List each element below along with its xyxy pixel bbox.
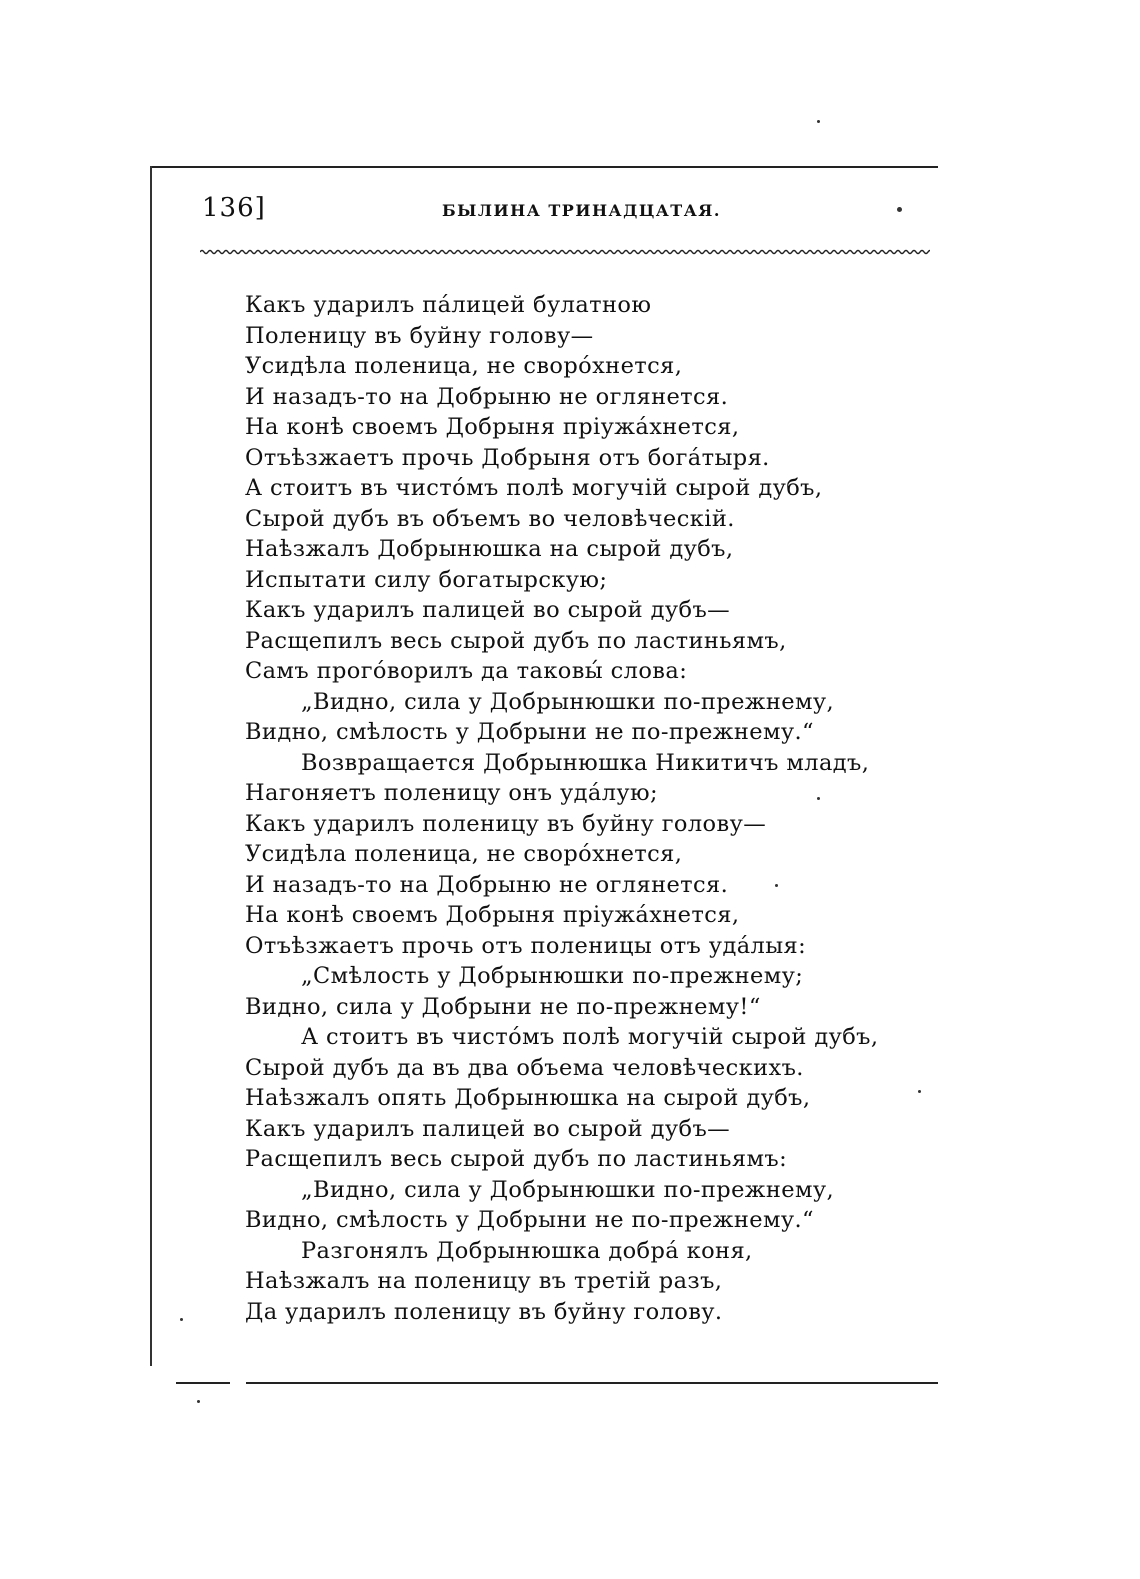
- verse-line: Сырой дубъ да въ два объема человѣческихъ.: [245, 1054, 804, 1081]
- verse-line: И назадъ-то на Добрыню не оглянется.: [245, 383, 729, 410]
- print-speck: [197, 1400, 200, 1403]
- verse-line: Отъѣзжаетъ прочь Добрыня отъ богáтыря.: [245, 444, 770, 471]
- verse-line: Усидѣла поленица, не сворóхнется,: [245, 353, 683, 379]
- left-frame-rule: [150, 166, 152, 1366]
- verse-line: Расщепилъ весь сырой дубъ по ластиньямъ,: [245, 627, 787, 654]
- print-speck: [775, 884, 778, 887]
- verse-line: Сырой дубъ въ объемъ во человѣческiй.: [245, 505, 735, 532]
- poem-text: [245, 290, 925, 1327]
- print-speck: [817, 120, 820, 123]
- verse-line: Видно, смѣлость у Добрыни не по-прежнему.“: [245, 719, 814, 745]
- verse-line: Возвращается Добрынюшка Никитичъ младъ,: [301, 749, 870, 776]
- print-speck: [180, 1318, 183, 1321]
- bottom-rule-short: [176, 1382, 230, 1384]
- verse-line: „Видно, сила у Добрынюшки по-прежнему,: [301, 1176, 835, 1203]
- print-speck: [817, 797, 820, 800]
- top-frame-rule: [150, 166, 938, 168]
- verse-line: Испытати силу богатырскую;: [245, 566, 608, 593]
- verse-line: Поленицу въ буйну голову—: [245, 322, 594, 349]
- verse-line: Видно, сила у Добрыни не по-прежнему!“: [245, 993, 761, 1020]
- verse-line: На конѣ своемъ Добрыня прiужáхнется,: [245, 414, 740, 440]
- print-speck: [918, 1090, 921, 1093]
- running-title: БЫЛИНА ТРИНАДЦАТАЯ.: [442, 201, 721, 220]
- verse-line: Наѣзжалъ Добрынюшка на сырой дубъ,: [245, 536, 734, 562]
- verse-line: Нагоняетъ поленицу онъ удáлую;: [245, 780, 659, 806]
- verse-line: Какъ ударилъ пáлицей булатною: [245, 292, 652, 318]
- verse-line: „Видно, сила у Добрынюшки по-прежнему,: [301, 688, 835, 715]
- verse-line: Какъ ударилъ палицей во сырой дубъ—: [245, 597, 731, 623]
- verse-line: Усидѣла поленица, не сворóхнется,: [245, 841, 683, 867]
- ornamental-wavy-rule: [200, 246, 930, 258]
- verse-line: И назадъ-то на Добрыню не оглянется.: [245, 871, 729, 898]
- verse-line: Расщепилъ весь сырой дубъ по ластиньямъ:: [245, 1146, 788, 1172]
- page-number: 136]: [202, 193, 266, 223]
- verse-line: Какъ ударилъ палицей во сырой дубъ—: [245, 1115, 731, 1142]
- verse-line: На конѣ своемъ Добрыня прiужáхнется,: [245, 902, 740, 928]
- bottom-rule-long: [246, 1382, 938, 1384]
- verse-line: Наѣзжалъ опять Добрынюшка на сырой дубъ,: [245, 1085, 811, 1111]
- verse-line: Наѣзжалъ на поленицу въ третiй разъ,: [245, 1268, 723, 1294]
- verse-line: Разгонялъ Добрынюшка добрá коня,: [301, 1237, 753, 1264]
- verse-line: Какъ ударилъ поленицу въ буйну голову—: [245, 810, 767, 837]
- verse-line: А стоитъ въ чистóмъ полѣ могучiй сырой дубъ,: [301, 1024, 879, 1050]
- verse-line: А стоитъ въ чистóмъ полѣ могучiй сырой дубъ,: [245, 475, 823, 501]
- verse-line: Видно, смѣлость у Добрыни не по-прежнему.“: [245, 1207, 814, 1233]
- verse-line: Да ударилъ поленицу въ буйну голову.: [245, 1298, 723, 1325]
- verse-line: Отъѣзжаетъ прочь отъ поленицы отъ удáлыя:: [245, 932, 807, 959]
- print-speck: [897, 207, 902, 212]
- verse-line: „Смѣлость у Добрынюшки по-прежнему;: [301, 963, 804, 989]
- verse-line: Самъ прогóворилъ да таковы́ слова:: [245, 658, 688, 684]
